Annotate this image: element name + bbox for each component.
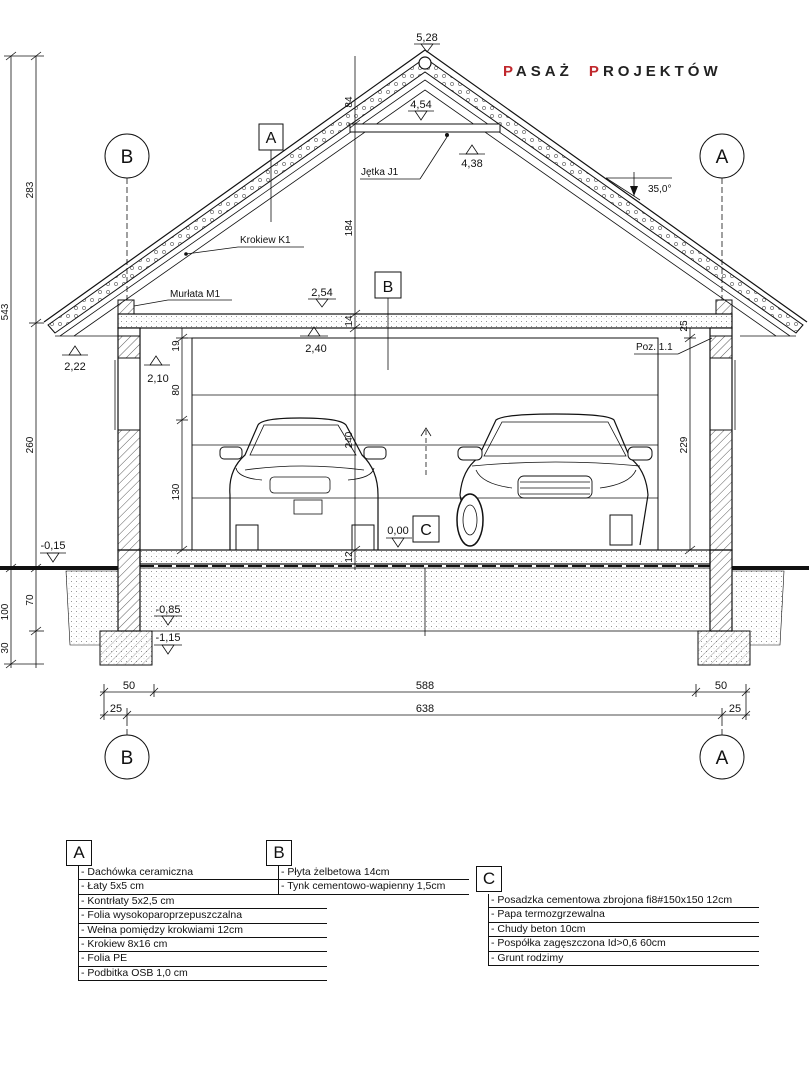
ceiling-slab — [118, 314, 732, 328]
elev-foundation-top: -0,85 — [155, 604, 181, 616]
marker-roof: A — [265, 130, 277, 147]
elev-ground: -0,15 — [40, 540, 66, 552]
axis-label-top-right: A — [715, 147, 729, 168]
dim-left-total: 543 — [0, 303, 11, 321]
dim-slab-12: 12 — [344, 551, 355, 563]
legend-item: - Łaty 5x5 cm — [79, 880, 327, 894]
dim-left-wall: 260 — [25, 436, 36, 454]
elev-ridge: 5,28 — [416, 32, 438, 44]
elev-eave: 2,22 — [64, 361, 86, 373]
dim-bottom-25-left: 25 — [109, 703, 123, 715]
legend-item: - Folia wysokoparoprzepuszczalna — [79, 909, 327, 923]
legend-roof-title: A — [66, 840, 92, 866]
axis-label-bottom-right: A — [715, 748, 729, 769]
elev-ceiling-top: 2,54 — [311, 287, 333, 299]
brand-logo: PASAŻ PROJEKTÓW — [503, 63, 722, 80]
dim-bottom-638: 638 — [415, 703, 435, 715]
legend-floor-items — [488, 894, 759, 966]
elev-collar-bottom: 4,38 — [461, 158, 483, 170]
dim-slab-14: 14 — [344, 315, 355, 327]
floor-and-foundations — [0, 550, 809, 665]
dim-bottom-50-right: 50 — [714, 680, 728, 692]
legend-item: - Tynk cementowo-wapienny 1,5cm — [279, 880, 469, 894]
dim-door-130: 130 — [171, 483, 182, 501]
dim-bottom-25-right: 25 — [728, 703, 742, 715]
bottom-dimensions — [100, 680, 750, 720]
legend-item: - Płyta żelbetowa 14cm — [279, 866, 469, 880]
label-position: Poz. 1.1 — [636, 342, 673, 353]
legend-item: - Pospółka zagęszczona Id>0,6 60cm — [489, 937, 759, 951]
label-wall-plate: Murłata M1 — [170, 289, 221, 300]
dim-left-foundation: 100 — [0, 603, 11, 621]
label-roof-angle: 35,0° — [648, 184, 672, 195]
dim-right-25: 25 — [679, 320, 690, 332]
legend-item: - Papa termozgrzewalna — [489, 908, 759, 922]
elev-floor: 0,00 — [387, 525, 409, 537]
dim-left-roof: 283 — [25, 181, 36, 199]
axis-label-top-left: B — [120, 147, 134, 168]
elev-ceiling-bottom: 2,40 — [305, 343, 327, 355]
legend-item: - Wełna pomiędzy krokwiami 12cm — [79, 924, 327, 938]
left-dimensions — [0, 52, 44, 668]
dim-left-30: 30 — [0, 642, 11, 654]
axis-label-bottom-left: B — [120, 748, 134, 769]
legend-item: - Kontrłaty 5x2,5 cm — [79, 895, 327, 909]
marker-ceiling: B — [382, 279, 394, 296]
legend-item: - Grunt rodzimy — [489, 952, 759, 966]
dim-door-240: 240 — [344, 431, 355, 449]
dim-roof-184: 184 — [344, 219, 355, 237]
elev-wall-inner: 2,10 — [147, 373, 169, 385]
collar-beam — [350, 124, 500, 137]
dim-roof-84: 84 — [344, 96, 355, 108]
dim-left-70: 70 — [25, 594, 36, 606]
legend-item: - Posadzka cementowa zbrojona fi8#150x150 12cm — [489, 894, 759, 908]
marker-floor: C — [420, 522, 432, 539]
legend-ceiling-title: B — [266, 840, 292, 866]
legend-ceiling-items — [278, 866, 469, 895]
dim-door-80: 80 — [171, 384, 182, 396]
roof — [44, 50, 807, 336]
dim-door-19: 19 — [171, 340, 182, 352]
elev-collar-top: 4,54 — [410, 99, 432, 111]
legend-item: - Krokiew 8x16 cm — [79, 938, 327, 952]
legend-item: - Dachówka ceramiczna — [79, 866, 327, 880]
elev-foundation-bottom: -1,15 — [155, 632, 181, 644]
legend-floor-title: C — [476, 866, 502, 892]
label-rafter: Krokiew K1 — [240, 235, 291, 246]
legend-item: - Chudy beton 10cm — [489, 923, 759, 937]
dim-right-229: 229 — [679, 436, 690, 454]
label-collar-beam: Jętka J1 — [361, 167, 399, 178]
legend-item: - Folia PE — [79, 952, 327, 966]
legend-item: - Podbitka OSB 1,0 cm — [79, 967, 327, 981]
dim-bottom-50-left: 50 — [122, 680, 136, 692]
dim-bottom-588: 588 — [415, 680, 435, 692]
